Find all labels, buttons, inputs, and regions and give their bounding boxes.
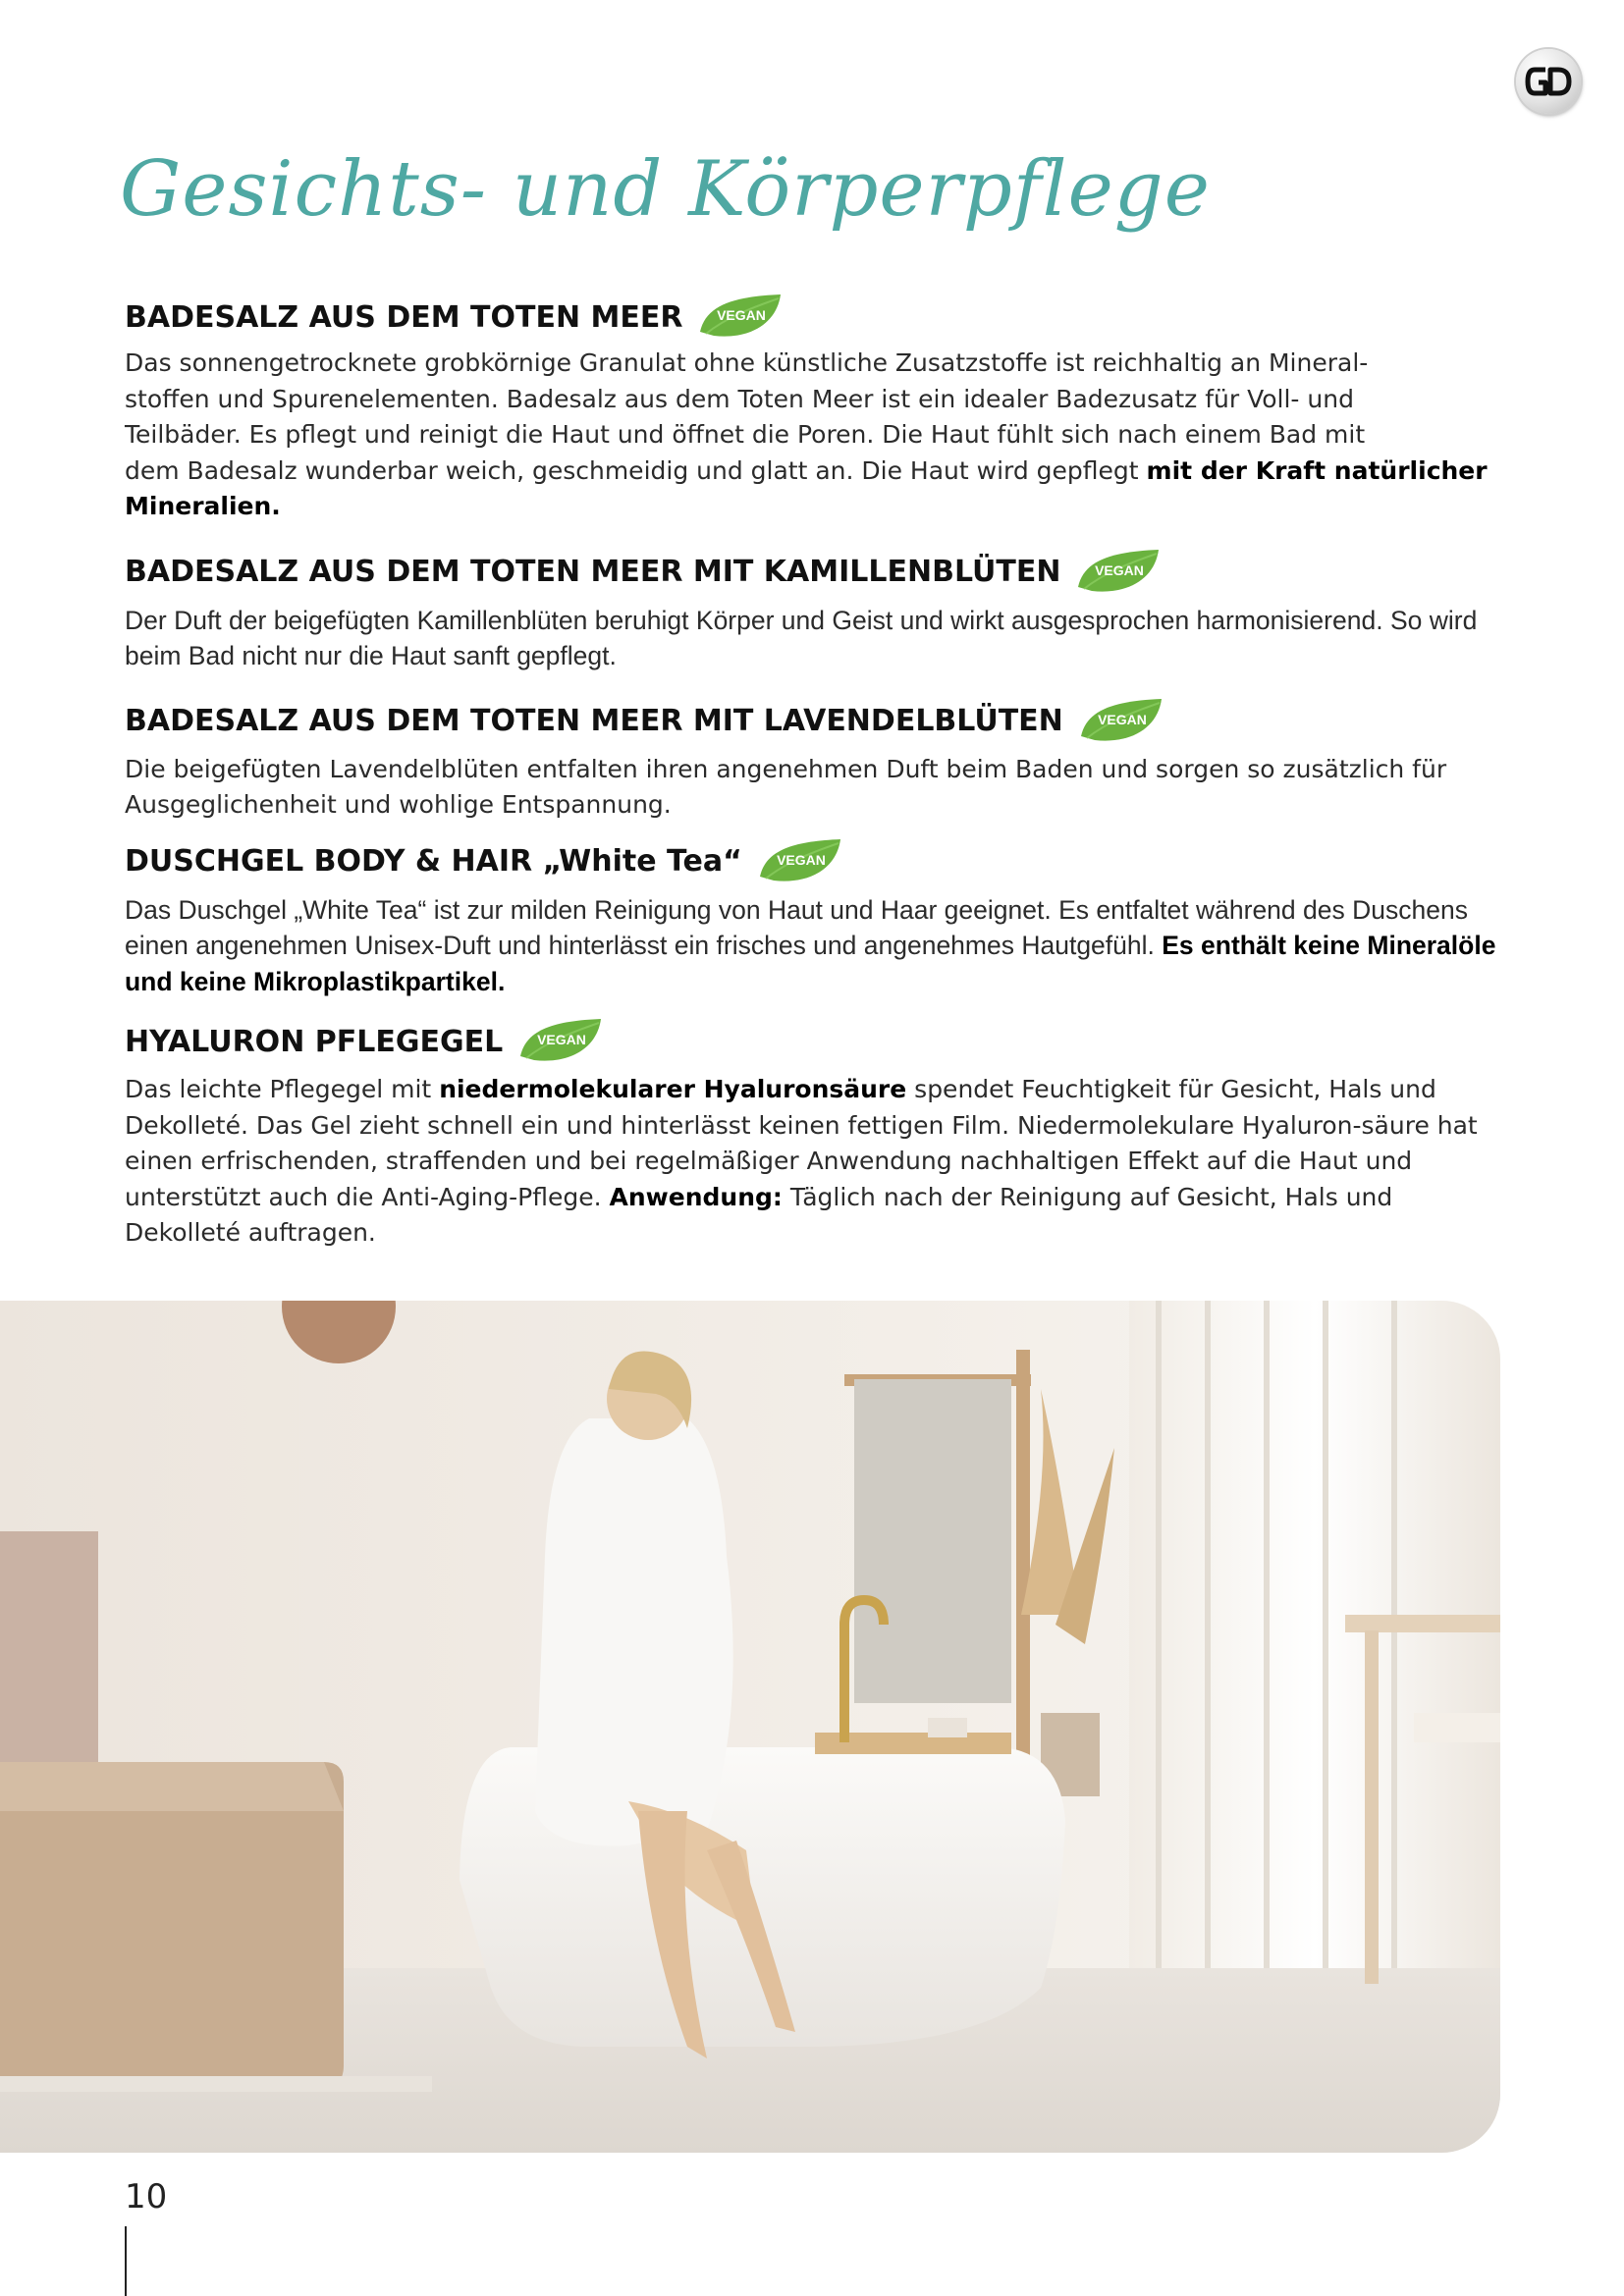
description-bold: Anwendung: <box>609 1182 783 1211</box>
vegan-leaf-icon <box>516 1015 605 1068</box>
product-heading <box>125 697 1499 746</box>
description-bold: Es enthält keine Mineralöle und keine Mikroplastikpartikel. <box>125 931 1496 996</box>
gd-logo-icon <box>1525 64 1572 99</box>
brand-logo <box>1516 49 1581 114</box>
description-line: stoffen und Spurenelementen. Badesalz aus dem Toten Meer ist ein idealer Badezusatz für Voll- und <box>125 384 1354 413</box>
description-line: Das Duschgel „White Tea“ ist zur milden Reinigung von Haut und Haar geeignet. Es entfaltet während des Duschens einen angenehmen Unisex-Duft und hinterlässt ein frisches und angenehmes Hautgefühl. <box>125 894 1468 960</box>
product-heading-text: HYALURON PFLEGEGEL <box>125 1024 504 1059</box>
bathroom-scene-illustration <box>0 1301 1500 2153</box>
product-heading-text: BADESALZ AUS DEM TOTEN MEER MIT LAVENDELBLÜTEN <box>125 704 1063 738</box>
svg-text:VEGAN: VEGAN <box>717 307 767 323</box>
product-list <box>125 293 1499 1252</box>
description-line: Die beigefügten Lavendelblüten entfalten ihren angenehmen Duft beim Baden und sorgen so zusätzlich für Ausgeglichenheit und wohlige Entspannung. <box>125 754 1447 819</box>
vegan-leaf-icon <box>1077 695 1165 748</box>
svg-text:VEGAN: VEGAN <box>1095 561 1145 578</box>
svg-text:VEGAN: VEGAN <box>1097 711 1147 727</box>
product-badesalz-kamille <box>125 548 1499 674</box>
description-line: dem Badesalz wunderbar weich, geschmeidig und glatt an. Die Haut wird gepflegt <box>125 455 1147 485</box>
product-heading <box>125 1017 1499 1066</box>
description-bold: mit der Kraft natürlicher Mineralien. <box>125 455 1488 520</box>
product-description <box>125 346 1499 525</box>
svg-text:VEGAN: VEGAN <box>776 851 826 868</box>
product-hyaluron <box>125 1017 1499 1252</box>
svg-text:VEGAN: VEGAN <box>537 1032 587 1047</box>
product-duschgel <box>125 837 1499 1000</box>
product-description <box>125 752 1499 824</box>
product-description <box>125 1072 1499 1252</box>
vegan-leaf-icon <box>756 835 844 888</box>
description-text: Das leichte Pflegegel mit <box>125 1075 440 1103</box>
product-heading-text: BADESALZ AUS DEM TOTEN MEER <box>125 299 683 335</box>
description-bold: niedermolekularer Hyaluronsäure <box>439 1075 907 1103</box>
description-line: Das sonnengetrocknete grobkörnige Granulat ohne künstliche Zusatzstoffe ist reichhaltig an Mineral- <box>125 348 1369 377</box>
product-heading <box>125 548 1499 597</box>
page-number: 10 <box>125 2177 168 2216</box>
page-number-rule <box>125 2226 127 2296</box>
product-heading <box>125 837 1499 886</box>
vegan-leaf-icon <box>1074 546 1163 599</box>
description-line: Der Duft der beigefügten Kamillenblüten beruhigt Körper und Geist und wirkt ausgesprochen harmonisierend. So wird beim Bad nicht nur die Haut sanft gepflegt. <box>125 605 1478 670</box>
product-description <box>125 603 1499 674</box>
product-description <box>125 892 1499 1000</box>
description-text: spendet Feuchtigkeit für Gesicht, Hals und Dekolleté. Das Gel zieht schnell ein und hinterlässt keinen fettigen Film. Niedermolekulare Hyaluron-säure hat einen erfrischenden, straffenden und bei regelmäßiger Anwendung nachhaltigen Effekt auf die Haut und unterstützt auch die Anti-Aging-Pflege. <box>125 1075 1478 1211</box>
product-badesalz <box>125 293 1499 525</box>
description-line: Teilbäder. Es pflegt und reinigt die Haut und öffnet die Poren. Die Haut fühlt sich nach einem Bad mit <box>125 420 1366 449</box>
product-heading-text: DUSCHGEL BODY & HAIR „White Tea“ <box>125 844 742 879</box>
page-title: Gesichts- und Körperpflege <box>120 145 1211 234</box>
product-heading <box>125 293 1499 342</box>
product-badesalz-lavendel <box>125 697 1499 824</box>
bathroom-photo <box>0 1301 1500 2153</box>
description-text: Täglich nach der Reinigung auf Gesicht, Hals und Dekolleté auftragen. <box>125 1182 1393 1247</box>
product-heading-text: BADESALZ AUS DEM TOTEN MEER MIT KAMILLENBLÜTEN <box>125 555 1061 589</box>
vegan-leaf-icon <box>696 291 785 344</box>
